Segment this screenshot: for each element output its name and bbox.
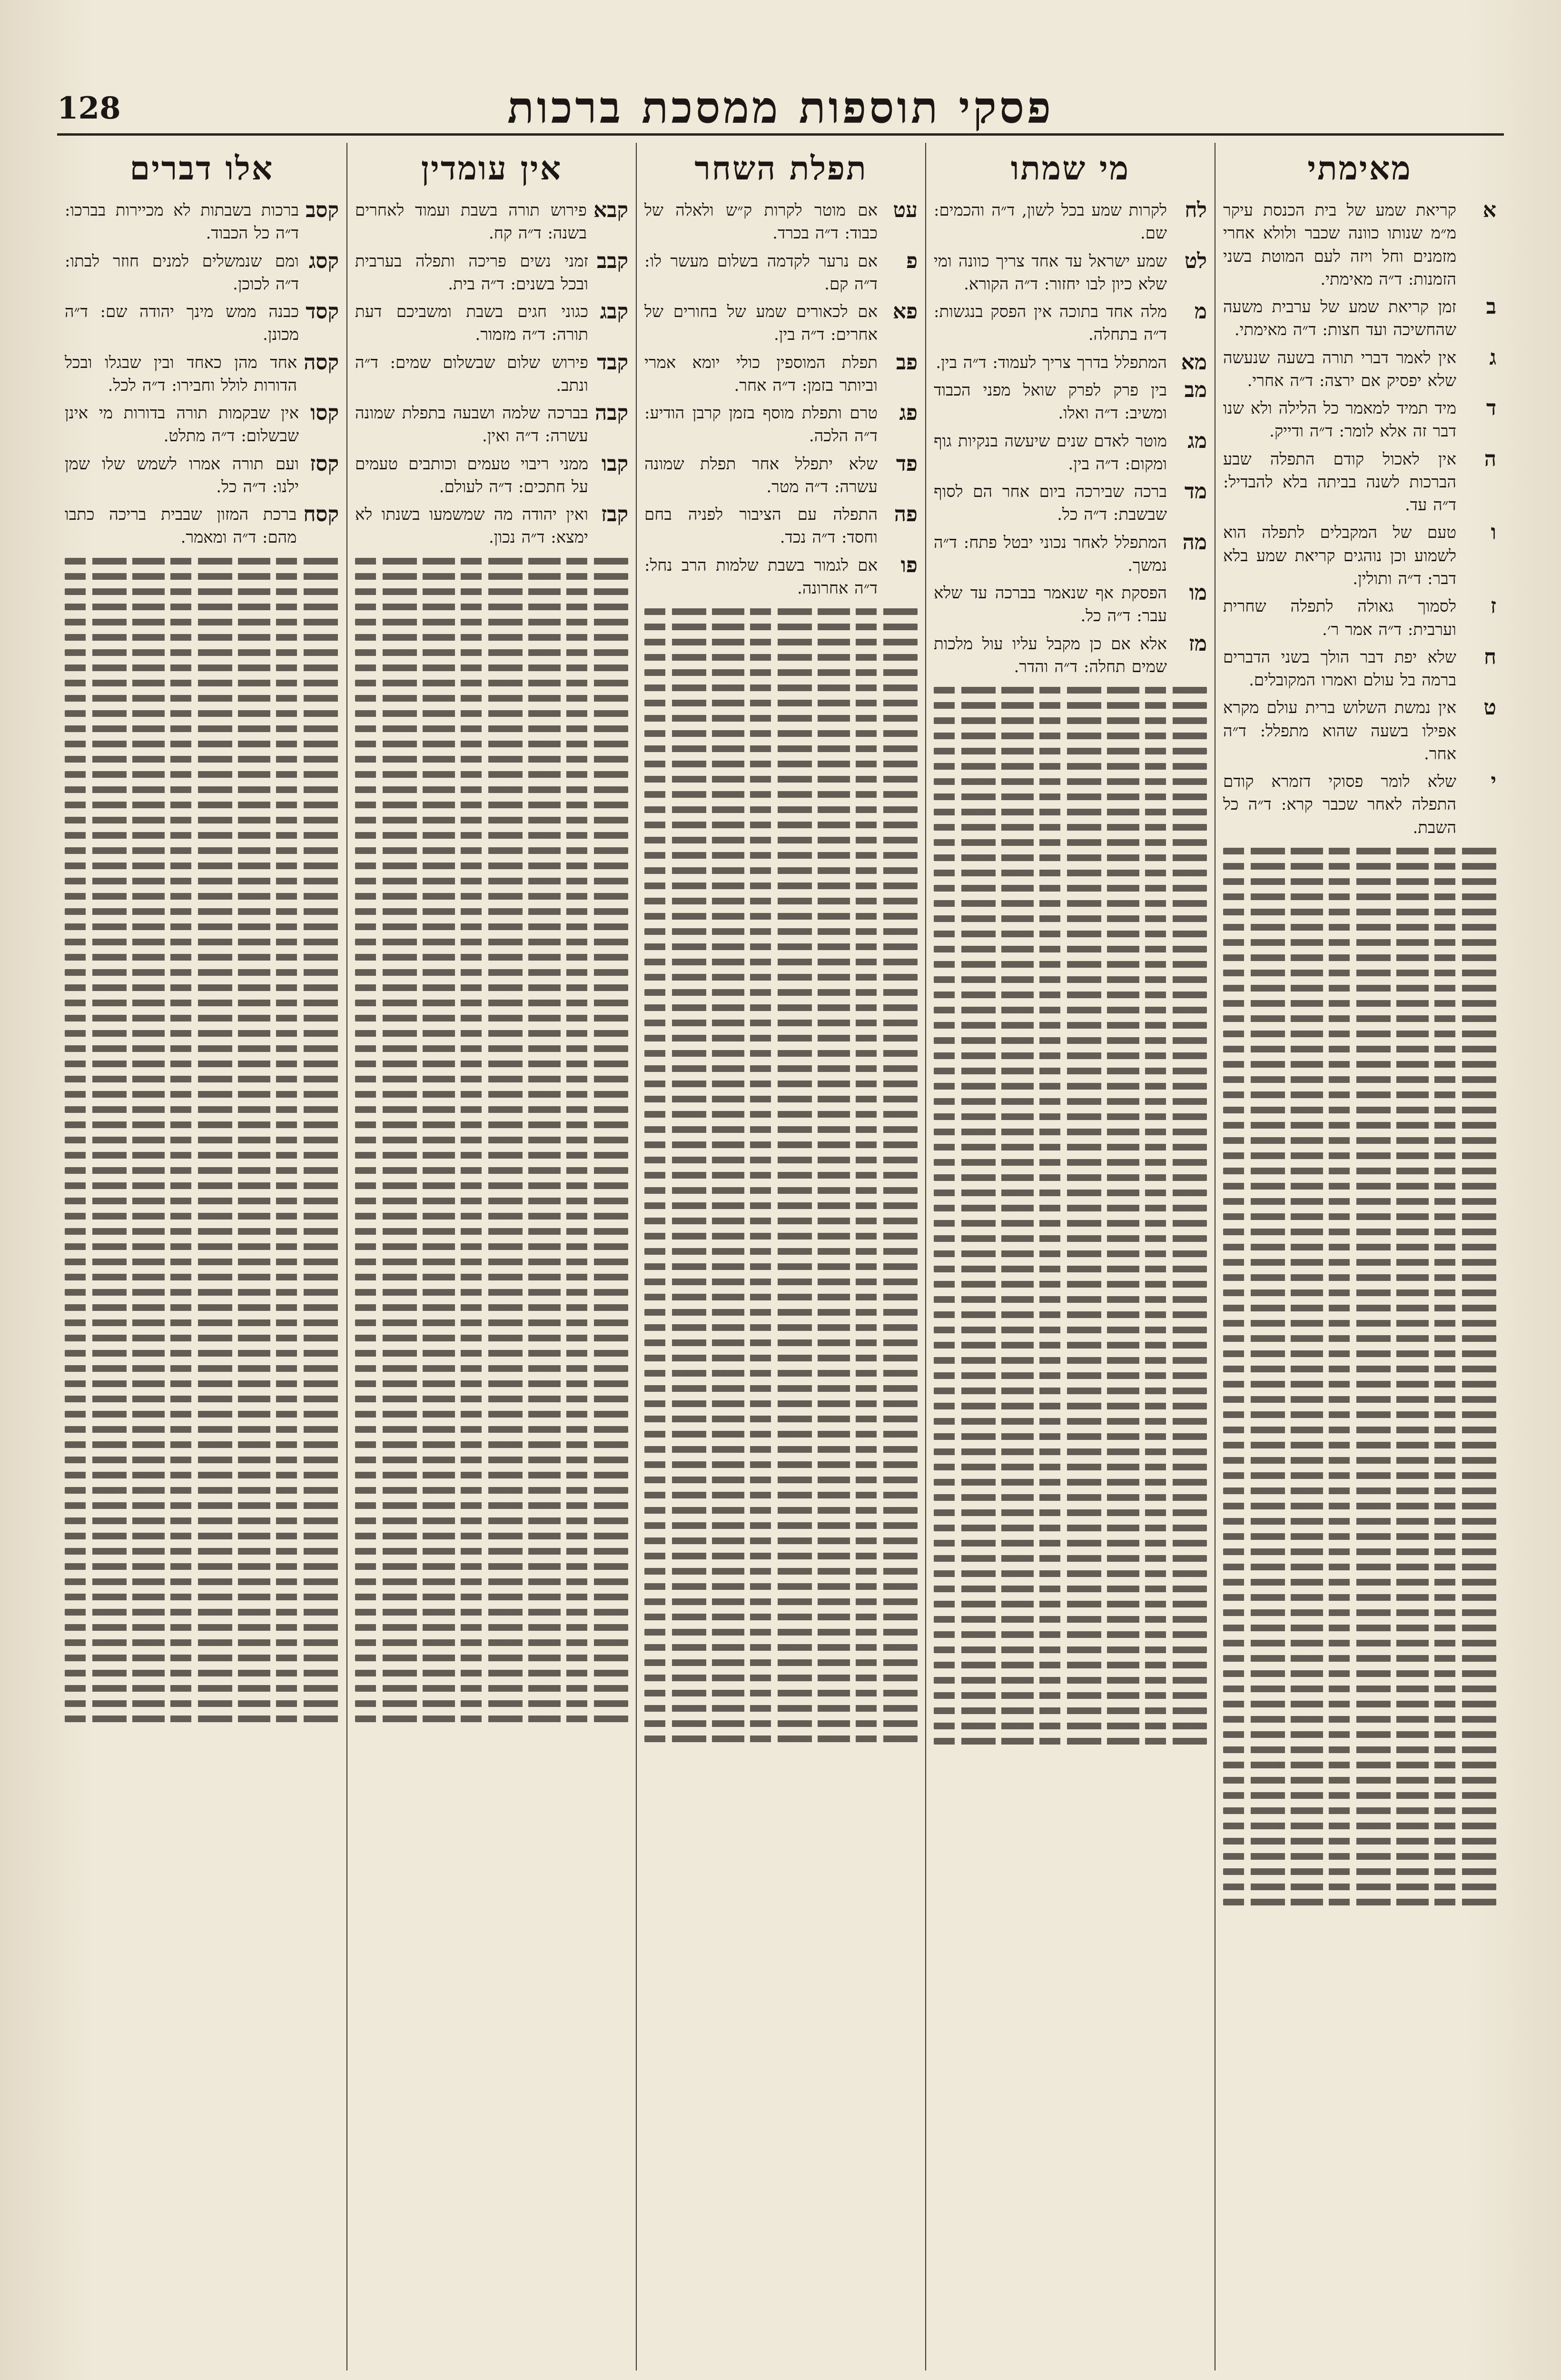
list-item <box>355 402 628 448</box>
list-item <box>934 531 1207 577</box>
entry-marker: פב <box>896 350 918 375</box>
list-item <box>1223 397 1496 443</box>
entry-marker: מז <box>1188 631 1207 656</box>
entry-marker: קסג <box>308 248 339 273</box>
list-item <box>65 503 339 549</box>
list-item <box>934 430 1207 476</box>
entry-text: מוטר לאדם שנים שיעשה בנקיות גוף ומקום: ד״ה בין. <box>934 431 1167 474</box>
list-item <box>934 633 1207 679</box>
entry-marker: קבו <box>601 451 628 476</box>
list-item <box>644 453 918 499</box>
entry-marker: פ <box>906 248 918 273</box>
list-item <box>65 199 339 245</box>
entry-marker: מג <box>1187 428 1207 453</box>
entry-marker: פה <box>894 502 918 527</box>
entry-text: כבנה ממש מינך יהודה שם: ד״ה מכונן. <box>65 302 299 345</box>
entry-marker: מד <box>1184 479 1207 504</box>
column-2 <box>925 143 1215 2370</box>
illegible-text-lines <box>1223 848 1496 1905</box>
entry-marker: פו <box>900 553 918 577</box>
entry-text: מיד תמיד למאמר כל הלילה ולא שנו דבר זה אלא לומר: ד״ה ודייק. <box>1223 399 1456 441</box>
entry-text: שמע ישראל עד אחד צריך כוונה ומי שלא כיון לבו יחזור: ד״ה הקורא. <box>934 251 1167 294</box>
entry-text: בברכה שלמה ושבעה בתפלת שמונה עשרה: ד״ה ואין. <box>355 404 588 446</box>
illegible-text-lines <box>65 558 339 1722</box>
list-item <box>934 250 1207 296</box>
entry-text: לקרות שמע בכל לשון, ד״ה והכמים: שם. <box>934 201 1167 243</box>
entry-marker: ט <box>1483 695 1496 720</box>
list-item <box>934 351 1207 374</box>
list-item <box>644 402 918 448</box>
entry-text: אם לכאורים שמע של בחורים של אחרים: ד״ה בין. <box>644 302 878 345</box>
list-item <box>355 453 628 499</box>
list-item <box>934 379 1207 425</box>
list-item <box>65 351 339 397</box>
entry-text: אין נמשת השלוש ברית עולם מקרא אפילו בשעה שהוא מתפלל: ד״ה אחר. <box>1223 698 1456 764</box>
entry-text: לסמוך גאולה לתפלה שחרית וערבית: ד״ה אמר ר׳. <box>1223 597 1456 639</box>
entry-text: אין שבקמות תורה בדורות מי אינן שבשלום: ד״ה מתלט. <box>65 404 299 446</box>
entry-text: ברכה שבירכה ביום אחר הם לסוף שבשבת: ד״ה כל. <box>934 482 1167 525</box>
entry-text: מלה אחד בתוכה אין הפסק בנגשות: ד״ה בתחלה. <box>934 302 1167 345</box>
entry-marker: ד <box>1486 396 1496 421</box>
list-item <box>1223 521 1496 590</box>
entry-marker: מ <box>1194 299 1207 324</box>
entry-text: קריאת שמע של בית הכנסת עיקר מ״מ שנותו כוונה שכבר ולולא אחרי מזמנים וחל ויזה לעם המוטת בשני הזמנות: ד״ה מאימתי. <box>1223 201 1456 289</box>
page-header <box>57 71 1504 136</box>
entry-marker: פג <box>899 401 918 426</box>
entry-text: אין לאכול קודם התפלה שבע הברכות לשנה בביתה בלא להבדיל: ד״ה עד. <box>1223 449 1456 515</box>
list-item <box>355 250 628 296</box>
list-item <box>644 250 918 296</box>
entry-text: טרם ותפלת מוסף בזמן קרבן הודיע: ד״ה הלכה. <box>644 404 878 446</box>
list-item <box>1223 448 1496 517</box>
list-item <box>644 199 918 245</box>
entry-text: שלא יפת דבר הולך בשני הדברים ברמה בל עולם ואמרו המקובלים. <box>1223 647 1456 690</box>
entry-text: ממני ריבוי טעמים וכותבים טעמים על חתכים: ד״ה לעולם. <box>355 454 588 496</box>
section-heading: מאימתי <box>1307 149 1412 188</box>
entry-marker: קבד <box>597 350 628 375</box>
list-item <box>1223 595 1496 641</box>
entry-marker: ז <box>1490 594 1496 619</box>
entry-text: כגוני חגים בשבת ומשביכם דעת תורה: ד״ה מזמור. <box>355 302 588 345</box>
list-item <box>1223 296 1496 342</box>
section-heading: מי שמתו <box>1010 149 1130 188</box>
list-item <box>934 199 1207 245</box>
list-item <box>644 300 918 347</box>
list-item <box>1223 347 1496 393</box>
list-item <box>934 300 1207 347</box>
entry-marker: עט <box>893 198 918 222</box>
entry-text: המתפלל לאחר נכוני יבטל פתח: ד״ה נמשך. <box>934 533 1167 575</box>
list-item <box>355 503 628 549</box>
column-5 <box>57 143 346 2370</box>
entry-marker: מא <box>1181 350 1207 375</box>
list-item <box>65 453 339 499</box>
entry-text: אחד מהן כאחד ובין שבגלו ובכל הדורות לולל וחבירו: ד״ה לכל. <box>65 353 297 395</box>
entry-text: ומם שנמשלים למנים חוזר לבתו: ד״ה לכוכן. <box>65 251 299 294</box>
entry-marker: קסז <box>310 451 339 476</box>
page-title: פסקי תוספות ממסכת ברכות <box>507 82 1054 133</box>
entry-text: בין פרק לפרק שואל מפני הכבוד ומשיב: ד״ה ואלו. <box>934 380 1167 423</box>
page-number: 128 <box>57 90 121 126</box>
entry-text: אלא אם כן מקבל עליו עול מלכות שמים תחלה: ד״ה והדר. <box>934 634 1167 676</box>
section-heading: אין עומדין <box>421 149 563 188</box>
section-heading: אלו דברים <box>129 149 274 188</box>
entry-text: שלא יתפלל אחר תפלת שמונה עשרה: ד״ה מטר. <box>644 454 878 496</box>
section-heading: תפלת השחר <box>694 149 868 188</box>
entry-marker: א <box>1482 198 1496 222</box>
entry-text: התפלה עם הציבור לפניה בחם וחסד: ד״ה נכד. <box>644 505 878 547</box>
entry-text: תפלת המוספין כולי יומא אמרי וביותר בזמן: ד״ה אחר. <box>644 353 878 395</box>
entry-marker: י <box>1491 769 1496 794</box>
list-item <box>934 480 1207 526</box>
entry-marker: ב <box>1486 295 1496 319</box>
list-item <box>355 300 628 347</box>
list-item <box>644 554 918 600</box>
column-1 <box>1215 143 1504 2370</box>
entry-text: אין לאמר דברי תורה בשעה שנעשה שלא יפסיק אם ירצה: ד״ה אחרי. <box>1223 348 1456 390</box>
entry-text: ואין יהודה מה שמשמעו בשנתו לא ימצא: ד״ה נכון. <box>355 505 588 547</box>
list-item <box>1223 696 1496 765</box>
entry-text: ברכת המזון שבבית בריכה כתבו מהם: ד״ה ומאמר. <box>65 505 297 547</box>
list-item <box>1223 199 1496 291</box>
entry-text: טעם של המקבלים לתפלה הוא לשמוע וכן נוהגים קריאת שמע בלא דבר: ד״ה ותולין. <box>1223 523 1456 588</box>
entry-marker: לט <box>1184 248 1207 273</box>
entry-marker: קבה <box>594 401 628 426</box>
list-item <box>65 402 339 448</box>
list-item <box>644 351 918 397</box>
entry-marker: מב <box>1184 377 1207 402</box>
entry-marker: קבז <box>601 502 628 527</box>
entry-marker: פד <box>896 451 918 476</box>
illegible-text-lines <box>355 558 628 1722</box>
entry-text: זמן קריאת שמע של ערבית משעה שהחשיכה ועד חצות: ד״ה מאימתי. <box>1223 298 1456 340</box>
list-item <box>355 351 628 397</box>
entry-marker: ה <box>1484 446 1496 471</box>
entry-marker: ג <box>1489 345 1496 370</box>
entry-marker: קבב <box>597 248 628 273</box>
entry-text: הפסקת אף שנאמר בברכה עד שלא עבר: ד״ה כל. <box>934 584 1167 626</box>
list-item <box>65 300 339 347</box>
entry-text: ועם תורה אמרו לשמש שלו שמן ילנו: ד״ה כל. <box>65 454 299 496</box>
entry-text: אם נרער לקדמה בשלום מעשר לו: ד״ה קם. <box>644 251 878 294</box>
list-item <box>355 199 628 245</box>
entry-marker: קבא <box>593 198 628 222</box>
entry-marker: קסו <box>310 401 339 426</box>
list-item <box>1223 770 1496 839</box>
entry-marker: קבג <box>600 299 628 324</box>
entry-marker: לח <box>1185 198 1207 222</box>
entry-text: שלא לומר פסוקי דזמרא קודם התפלה לאחר שכבר קרא: ד״ה כל השבת. <box>1223 772 1456 837</box>
entry-text: אם לגמור בשבת שלמות הרב נחל: ד״ה אחרונה. <box>644 555 878 598</box>
entry-marker: קסח <box>303 502 339 527</box>
list-item <box>644 503 918 549</box>
entry-marker: קסב <box>306 198 339 222</box>
entry-marker: פא <box>892 299 918 324</box>
entry-text: פירוש שלום שבשלום שמים: ד״ה ונתב. <box>355 353 588 395</box>
entry-text: אם מוטר לקרות ק״ש ולאלה של כבוד: ד״ה בכרד. <box>644 201 878 243</box>
entry-marker: קסד <box>306 299 339 324</box>
column-4 <box>346 143 636 2370</box>
entry-text: זמני נשים פריכה ותפלה בערבית ובכל בשנים: ד״ה בית. <box>355 251 588 294</box>
list-item <box>1223 646 1496 692</box>
illegible-text-lines <box>934 687 1207 1745</box>
illegible-text-lines <box>644 608 918 1742</box>
entry-marker: מה <box>1182 530 1207 555</box>
entry-text: ברכות בשבתות לא מכיירות בברכו: ד״ה כל הכבוד. <box>65 201 299 243</box>
list-item <box>65 250 339 296</box>
entry-marker: ח <box>1483 645 1496 669</box>
entry-text: פירוש תורה בשבת ועמוד לאחרים בשנה: ד״ה קח. <box>355 201 587 243</box>
entry-marker: ו <box>1491 520 1496 545</box>
list-item <box>934 582 1207 628</box>
column-3 <box>636 143 925 2370</box>
entry-marker: מו <box>1189 581 1207 605</box>
entry-text: המתפלל בדרך צריך לעמוד: ד״ה בין. <box>936 353 1167 372</box>
entry-marker: קסה <box>304 350 339 375</box>
text-columns <box>57 143 1504 2370</box>
